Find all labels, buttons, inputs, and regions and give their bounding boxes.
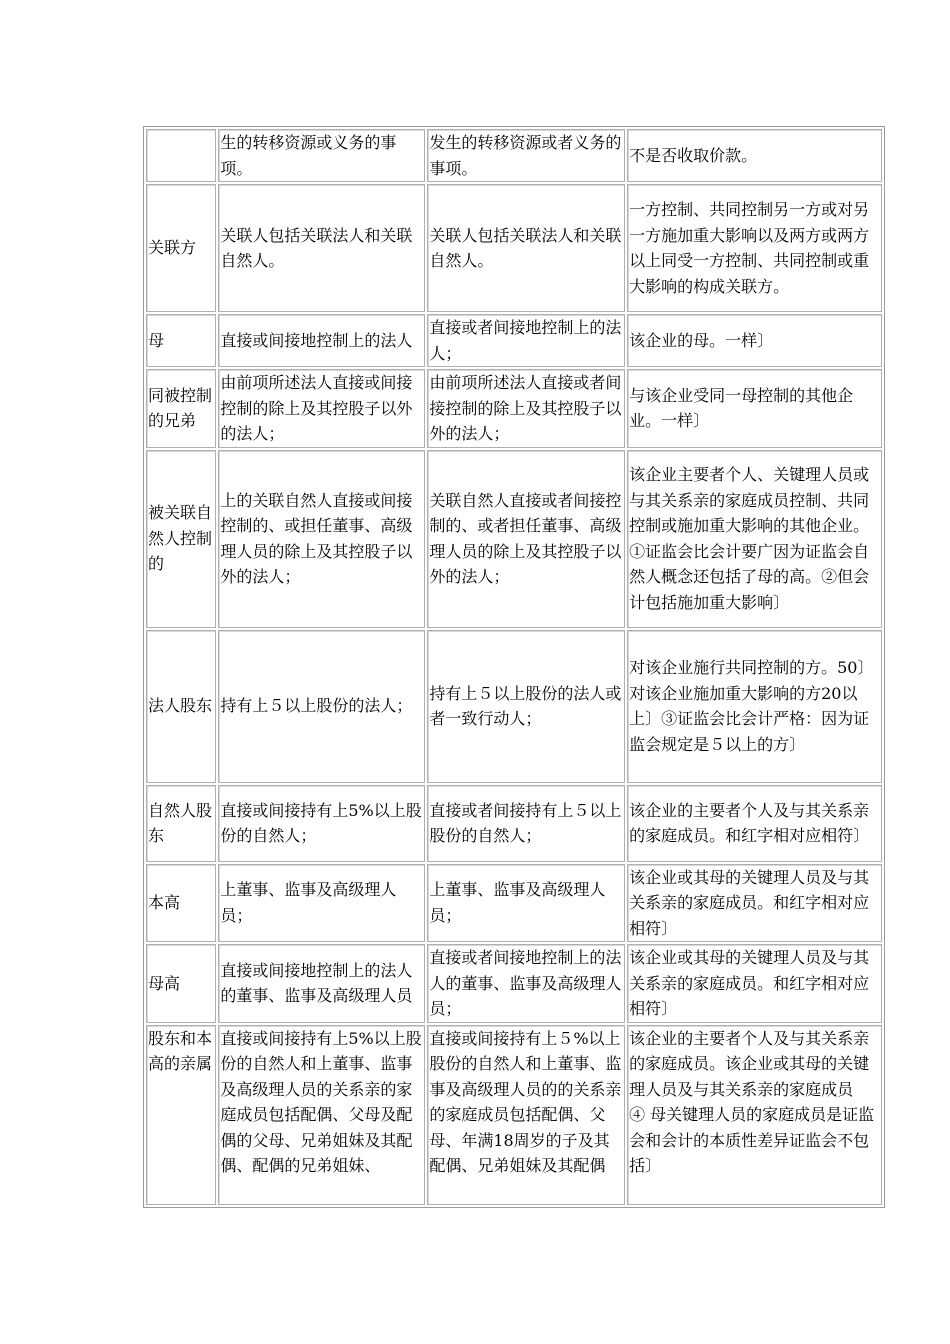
row-label: 本高 [146, 864, 216, 943]
csrc-rule-cell: 上董事、监事及高级理人员； [427, 864, 625, 943]
csrc-rule-cell: 关联人包括关联法人和关联自然人。 [427, 184, 625, 312]
csrc-rule-cell: 直接或者间接地控制上的法人的董事、监事及高级理人员； [427, 944, 625, 1023]
table-row [146, 369, 882, 448]
row-label: 关联方 [146, 184, 216, 312]
cell-paragraph: 对该企业施行共同控制的方。50〕 [629, 658, 874, 677]
table-row [146, 184, 882, 312]
accounting-standard-cell: 该企业的母。一样〕 [627, 314, 882, 367]
table-row [146, 864, 882, 943]
exchange-rule-cell: 上的关联自然人直接或间接控制的、或担任董事、高级理人员的除上及其控股子以外的法人； [218, 450, 425, 628]
row-label: 母高 [146, 944, 216, 1023]
csrc-rule-cell: 直接或间接持有上５%以上股份的自然人和上董事、监事及高级理人员的的关系亲的家庭成员包括配偶、父母、年满18周岁的子及其配偶、兄弟姐妹及其配偶 [427, 1025, 625, 1205]
csrc-rule-cell: 直接或者间接地控制上的法人； [427, 314, 625, 367]
exchange-rule-cell: 上董事、监事及高级理人员； [218, 864, 425, 943]
accounting-standard-cell: 该企业主要者个人、关键理人员或与其关系亲的家庭成员控制、共同控制或施加重大影响的其他企业。①证监会比会计要广因为证监会自然人概念还包括了母的高。②但会计包括施加重大影响〕 [627, 450, 882, 628]
exchange-rule-cell: 生的转移资源或义务的事项。 [218, 129, 425, 182]
table-row [146, 314, 882, 367]
row-label [146, 129, 216, 182]
csrc-rule-cell: 直接或者间接持有上５以上股份的自然人； [427, 785, 625, 862]
row-label: 自然人股东 [146, 785, 216, 862]
csrc-rule-cell: 持有上５以上股份的法人或者一致行动人； [427, 630, 625, 783]
row-label: 股东和本高的亲属 [146, 1025, 216, 1205]
exchange-rule-cell: 直接或间接地控制上的法人的董事、监事及高级理人员 [218, 944, 425, 1023]
row-label: 被关联自然人控制的 [146, 450, 216, 628]
table-row [146, 450, 882, 628]
table-row [146, 630, 882, 783]
accounting-standard-cell: 与该企业受同一母控制的其他企业。一样〕 [627, 369, 882, 448]
csrc-rule-cell: 关联自然人直接或者间接控制的、或者担任董事、高级理人员的除上及其控股子以外的法人； [427, 450, 625, 628]
row-label: 母 [146, 314, 216, 367]
table-row [146, 785, 882, 862]
accounting-standard-cell [627, 1025, 882, 1205]
csrc-rule-cell: 由前项所述法人直接或者间接控制的除上及其控股子以外的法人； [427, 369, 625, 448]
row-label: 法人股东 [146, 630, 216, 783]
accounting-standard-cell [627, 630, 882, 783]
accounting-standard-cell: 该企业或其母的关键理人员及与其关系亲的家庭成员。和红字相对应相符〕 [627, 944, 882, 1023]
table-row [146, 129, 882, 182]
exchange-rule-cell: 关联人包括关联法人和关联自然人。 [218, 184, 425, 312]
accounting-standard-cell: 该企业的主要者个人及与其关系亲的家庭成员。和红字相对应相符〕 [627, 785, 882, 862]
exchange-rule-cell: 持有上５以上股份的法人； [218, 630, 425, 783]
cell-paragraph: ④ 母关键理人员的家庭成员是证监会和会计的本质性差异证监会不包括〕 [629, 1105, 875, 1175]
exchange-rule-cell: 直接或间接持有上5%以上股份的自然人和上董事、监事及高级理人员的关系亲的家庭成员包括配偶、父母及配偶的父母、兄弟姐妹及其配偶、配偶的兄弟姐妹、 [218, 1025, 425, 1205]
exchange-rule-cell: 由前项所述法人直接或间接控制的除上及其控股子以外的法人； [218, 369, 425, 448]
table-row [146, 944, 882, 1023]
comparison-table [143, 126, 885, 1208]
table-row [146, 1025, 882, 1205]
accounting-standard-cell: 该企业或其母的关键理人员及与其关系亲的家庭成员。和红字相对应相符〕 [627, 864, 882, 943]
accounting-standard-cell: 不是否收取价款。 [627, 129, 882, 182]
cell-paragraph: 对该企业施加重大影响的方20以上〕③证监会比会计严格：因为证监会规定是５以上的方〕 [629, 683, 870, 754]
row-label: 同被控制的兄弟 [146, 369, 216, 448]
csrc-rule-cell: 发生的转移资源或者义务的事项。 [427, 129, 625, 182]
accounting-standard-cell: 一方控制、共同控制另一方或对另一方施加重大影响以及两方或两方以上同受一方控制、共同控制或重大影响的构成关联方。 [627, 184, 882, 312]
cell-paragraph: 该企业的主要者个人及与其关系亲的家庭成员。该企业或其母的关键理人员及与其关系亲的家庭成员 [629, 1028, 870, 1099]
exchange-rule-cell: 直接或间接地控制上的法人 [218, 314, 425, 367]
exchange-rule-cell: 直接或间接持有上5%以上股份的自然人； [218, 785, 425, 862]
